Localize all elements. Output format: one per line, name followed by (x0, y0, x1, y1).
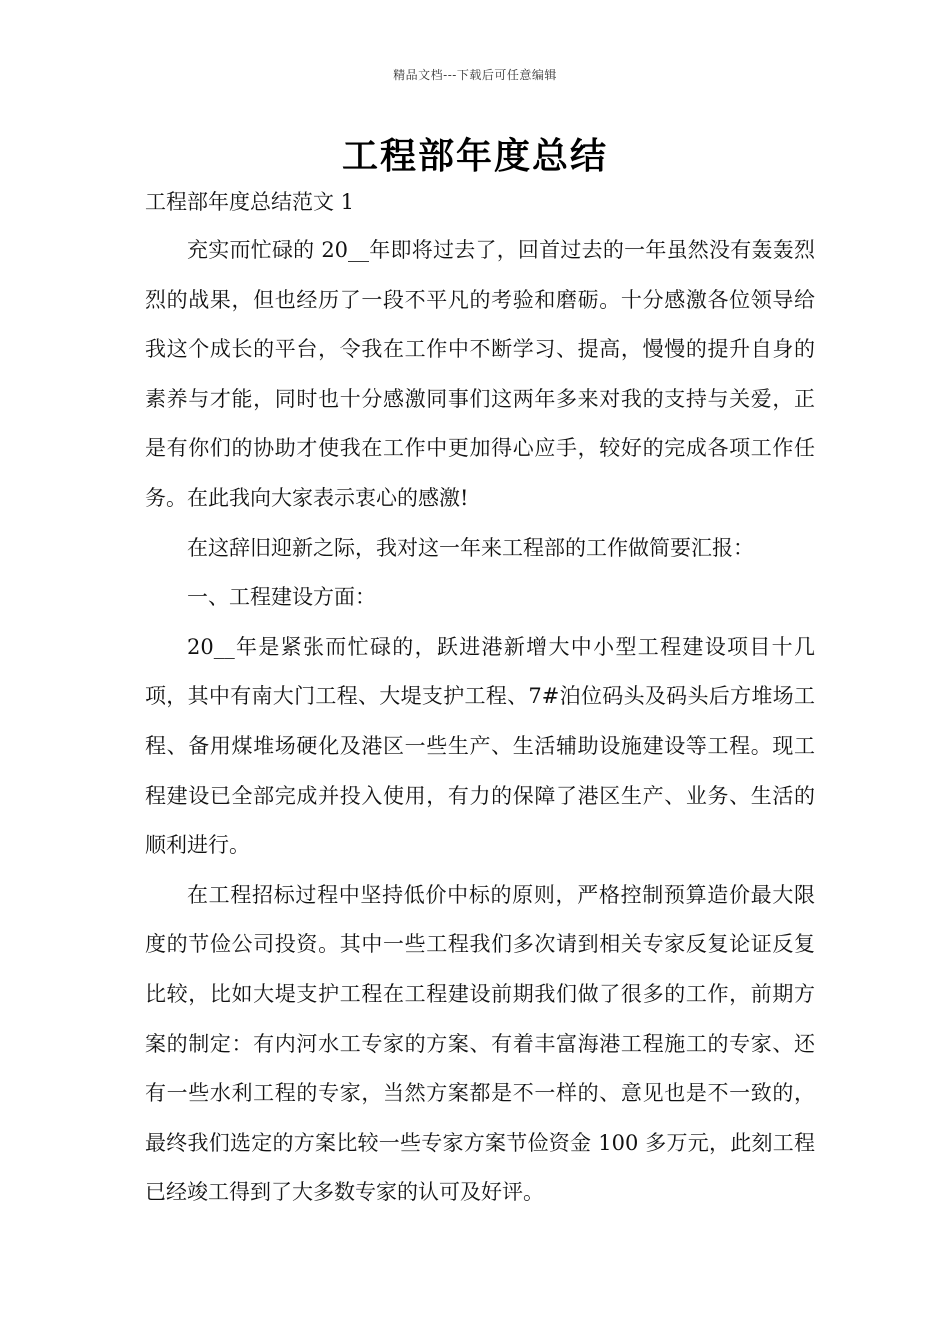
header-note: 精品文档---下载后可任意编辑 (393, 68, 557, 82)
paragraph-projects: 20__年是紧张而忙碌的，跃进港新增大中小型工程建设项目十几项，其中有南大门工程、大堤支护工程、7#泊位码头及码头后方堆场工程、备用煤堆场硬化及港区一些生产、生活辅助设施建设等工程。现工程建设已全部完成并投入使用，有力的保障了港区生产、业务、生活的顺利进行。 (145, 634, 815, 858)
paragraph-report-lead: 在这辞旧迎新之际，我对这一年来工程部的工作做简要汇报： (187, 535, 754, 560)
document-body (145, 226, 815, 1218)
document-subtitle: 工程部年度总结范文 1 (145, 190, 355, 214)
paragraph-bidding: 在工程招标过程中坚持低价中标的原则，严格控制预算造价最大限度的节俭公司投资。其中一些工程我们多次请到相关专家反复论证反复比较，比如大堤支护工程在工程建设前期我们做了很多的工作，前期方案的制定：有内河水工专家的方案、有着丰富海港工程施工的专家、还有一些水利工程的专家，当然方案都是不一样的、意见也是不一致的，最终我们选定的方案比较一些专家方案节俭资金 100 多万元，此刻工程已经竣工得到了大多数专家的认可及好评。 (145, 882, 815, 1205)
paragraph-intro: 充实而忙碌的 20__年即将过去了，回首过去的一年虽然没有轰轰烈烈的战果，但也经历了一段不平凡的考验和磨砺。十分感激各位领导给我这个成长的平台，令我在工作中不断学习、提高，慢慢的提升自身的素养与才能，同时也十分感激同事们这两年多来对我的支持与关爱，正是有你们的协助才使我在工作中更加得心应手，较好的完成各项工作任务。在此我向大家表示衷心的感激! (145, 238, 815, 510)
document-title: 工程部年度总结 (341, 135, 608, 177)
section-heading-construction: 一、工程建设方面： (187, 585, 376, 610)
